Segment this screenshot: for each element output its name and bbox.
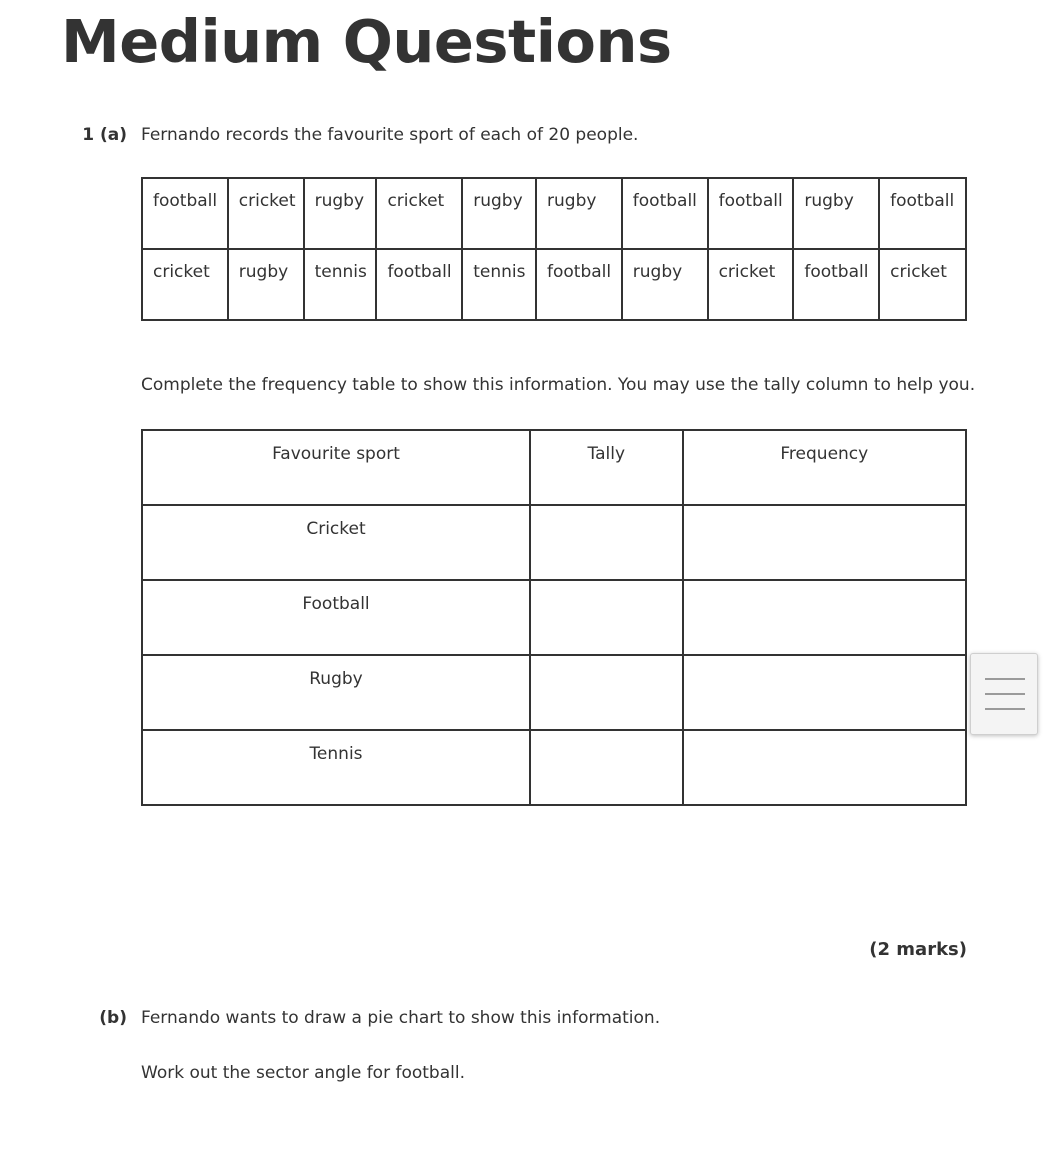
sport-name-cell: Cricket — [142, 505, 530, 580]
question-1b-text: Fernando wants to draw a pie chart to show this information. — [141, 1008, 661, 1028]
sport-data-cell: cricket — [142, 249, 228, 320]
frequency-cell[interactable] — [683, 730, 966, 805]
tally-cell[interactable] — [530, 730, 683, 805]
tally-cell[interactable] — [530, 505, 683, 580]
frequency-table — [141, 429, 967, 806]
sport-data-cell: cricket — [376, 178, 462, 249]
sport-data-cell: rugby — [462, 178, 536, 249]
sport-data-cell: football — [622, 178, 708, 249]
sport-data-cell: rugby — [304, 178, 377, 249]
sport-data-cell: football — [536, 249, 622, 320]
question-1b-subtext: Work out the sector angle for football. — [141, 1063, 465, 1083]
tally-cell[interactable] — [530, 655, 683, 730]
sport-data-cell: rugby — [228, 249, 304, 320]
page-title: Medium Questions — [61, 7, 672, 76]
sport-data-cell: rugby — [622, 249, 708, 320]
frequency-table-header-row — [142, 430, 966, 505]
sport-data-row — [142, 178, 966, 249]
sport-data-cell: football — [879, 178, 966, 249]
hamburger-menu-icon — [985, 678, 1025, 712]
sport-name-cell: Football — [142, 580, 530, 655]
menu-button[interactable] — [970, 653, 1038, 735]
question-1a-label: 1 (a) — [82, 125, 127, 145]
sport-data-row — [142, 249, 966, 320]
sport-data-table — [141, 177, 967, 321]
sport-data-cell: cricket — [708, 249, 794, 320]
header-favourite-sport: Favourite sport — [142, 430, 530, 505]
sport-data-cell: tennis — [462, 249, 536, 320]
frequency-cell[interactable] — [683, 580, 966, 655]
question-1b-label: (b) — [99, 1008, 127, 1028]
header-tally: Tally — [530, 430, 683, 505]
sport-data-cell: football — [793, 249, 879, 320]
sport-data-cell: cricket — [879, 249, 966, 320]
sport-data-cell: football — [142, 178, 228, 249]
frequency-table-row — [142, 655, 966, 730]
question-1a-text: Fernando records the favourite sport of each of 20 people. — [141, 125, 639, 145]
sport-name-cell: Rugby — [142, 655, 530, 730]
header-frequency: Frequency — [683, 430, 966, 505]
sport-data-cell: tennis — [304, 249, 377, 320]
frequency-cell[interactable] — [683, 505, 966, 580]
frequency-table-row — [142, 730, 966, 805]
frequency-table-row — [142, 505, 966, 580]
marks-label: (2 marks) — [869, 939, 967, 960]
sport-data-cell: rugby — [793, 178, 879, 249]
sport-data-cell: football — [708, 178, 794, 249]
frequency-cell[interactable] — [683, 655, 966, 730]
sport-data-cell: cricket — [228, 178, 304, 249]
sport-name-cell: Tennis — [142, 730, 530, 805]
instruction-text: Complete the frequency table to show this information. You may use the tally column to help you. — [141, 375, 976, 395]
tally-cell[interactable] — [530, 580, 683, 655]
frequency-table-row — [142, 580, 966, 655]
sport-data-cell: football — [376, 249, 462, 320]
sport-data-cell: rugby — [536, 178, 622, 249]
